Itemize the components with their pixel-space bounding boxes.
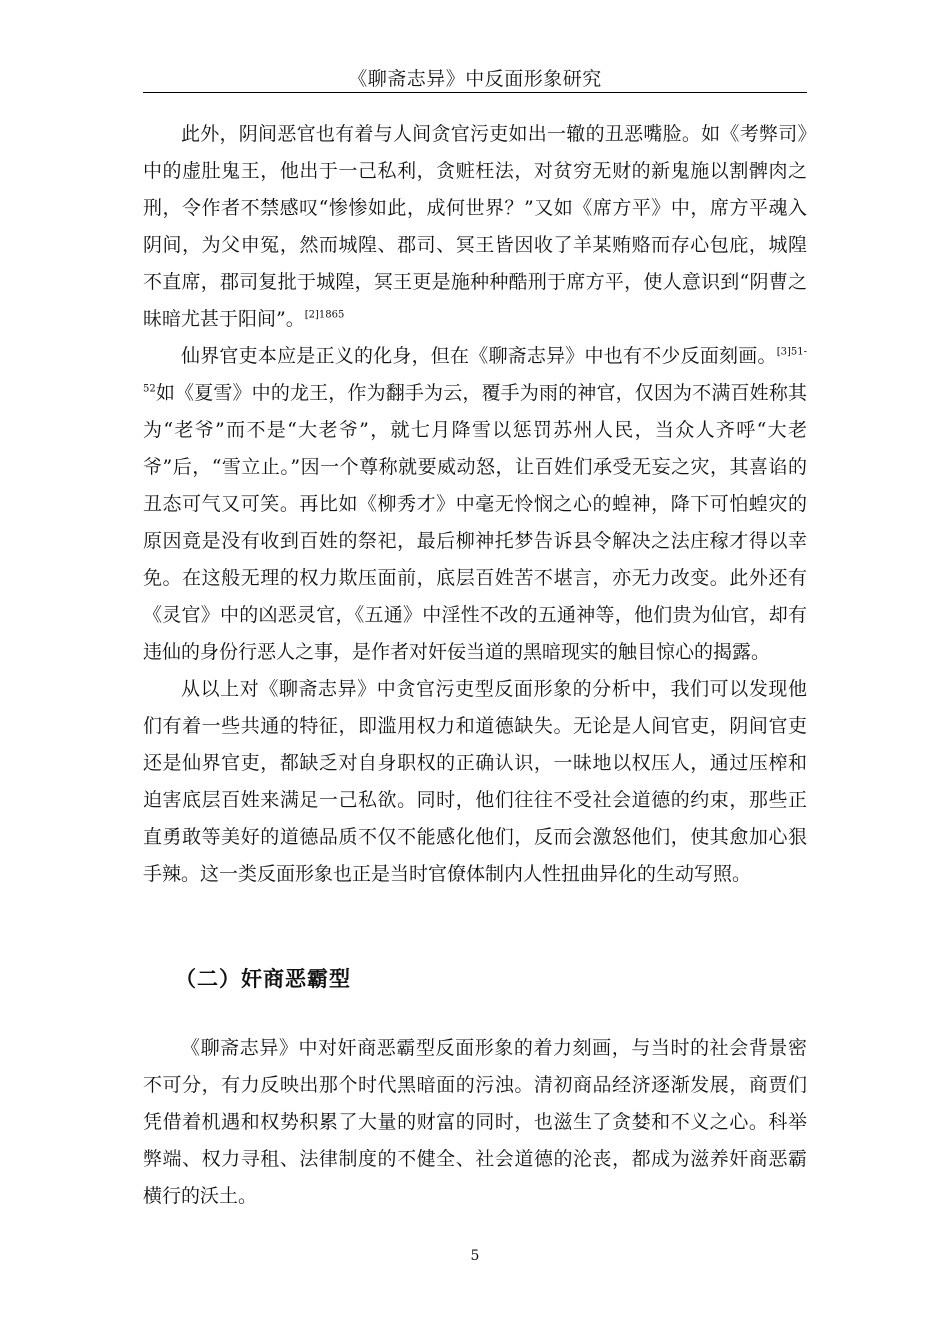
paragraph-merchants-tyrants [143,1030,807,1215]
paragraph-text-continued: 如《夏雪》中的龙王，作为翻手为云，覆手为雨的神官，仅因为不满百姓称其为“老爷”而不是“大老爷”，就七月降雪以惩罚苏州人民，当众人齐呼“大老爷”后，“雪立止。”因一个尊称就要威动怒，让百姓们承受无妄之灾，其喜谄的丑态可气又可笑。再比如《柳秀才》中毫无怜悯之心的蝗神，降下可怕蝗灾的原因竟是没有收到百姓的祭祀，最后柳神托梦告诉县令解决之法庄稼才得以幸免。在这般无理的权力欺压面前，底层百姓苦不堪言，亦无力改变。此外还有《灵官》中的凶恶灵官，《五通》中淫性不改的五通神等，他们贵为仙官，却有违仙的身份行恶人之事，是作者对奸佞当道的黑暗现实的触目惊心的揭露。 [143,382,807,663]
citation: [3]51-52 [143,346,807,395]
paragraph-analysis-summary [143,671,807,893]
paragraph-immortal-officials [143,338,807,671]
page-number: 5 [470,1248,480,1264]
header-rule [143,92,807,93]
citation: [2]1865 [304,309,345,321]
paragraph-text: 《聊斋志异》中对奸商恶霸型反面形象的着力刻画，与当时的社会背景密不可分，有力反映出那个时代黑暗面的污浊。清初商品经济逐渐发展，商贾们凭借着机遇和权势积累了大量的财富的同时，也滋生了贪婪和不义之心。科举弊端、权力寻租、法律制度的不健全、社会道德的沦丧，都成为滋养奸商恶霸横行的沃土。 [143,1037,807,1207]
paragraph-text: 仙界官吏本应是正义的化身，但在《聊斋志异》中也有不少反面刻画。 [181,345,777,367]
section-heading: （二）奸商恶霸型 [175,967,351,991]
running-header-title: 《聊斋志异》中反面形象研究 [348,68,602,90]
paragraph-text: 从以上对《聊斋志异》中贪官污吏型反面形象的分析中，我们可以发现他们有着一些共通的特征，即滥用权力和道德缺失。无论是人间官吏，阴间官吏还是仙界官吏，都缺乏对自身职权的正确认识，一昧地以权压人，通过压榨和迫害底层百姓来满足一己私欲。同时，他们往往不受社会道德的约束，那些正直勇敢等美好的道德品质不仅不能感化他们，反而会激怒他们，使其愈加心狠手辣。这一类反面形象也正是当时官僚体制内人性扭曲异化的生动写照。 [143,678,807,885]
paragraph-text: 此外，阴间恶官也有着与人间贪官污吏如出一辙的丑恶嘴脸。如《考弊司》中的虚肚鬼王，他出于一己私利，贪赃枉法，对贫穷无财的新鬼施以割髀肉之刑，令作者不禁感叹“惨惨如此，成何世界？”又如《席方平》中，席方平魂入阴间，为父申冤，然而城隍、郡司、冥王皆因收了羊某贿赂而存心包庇，城隍不直席，郡司复批于城隍，冥王更是施种种酷刑于席方平，使人意识到“阴曹之昧暗尤甚于阳间”。 [143,123,807,330]
paragraph-netherworld-officials [143,116,807,338]
body-text-block-2 [143,1030,807,1215]
body-text-block-1 [143,116,807,893]
